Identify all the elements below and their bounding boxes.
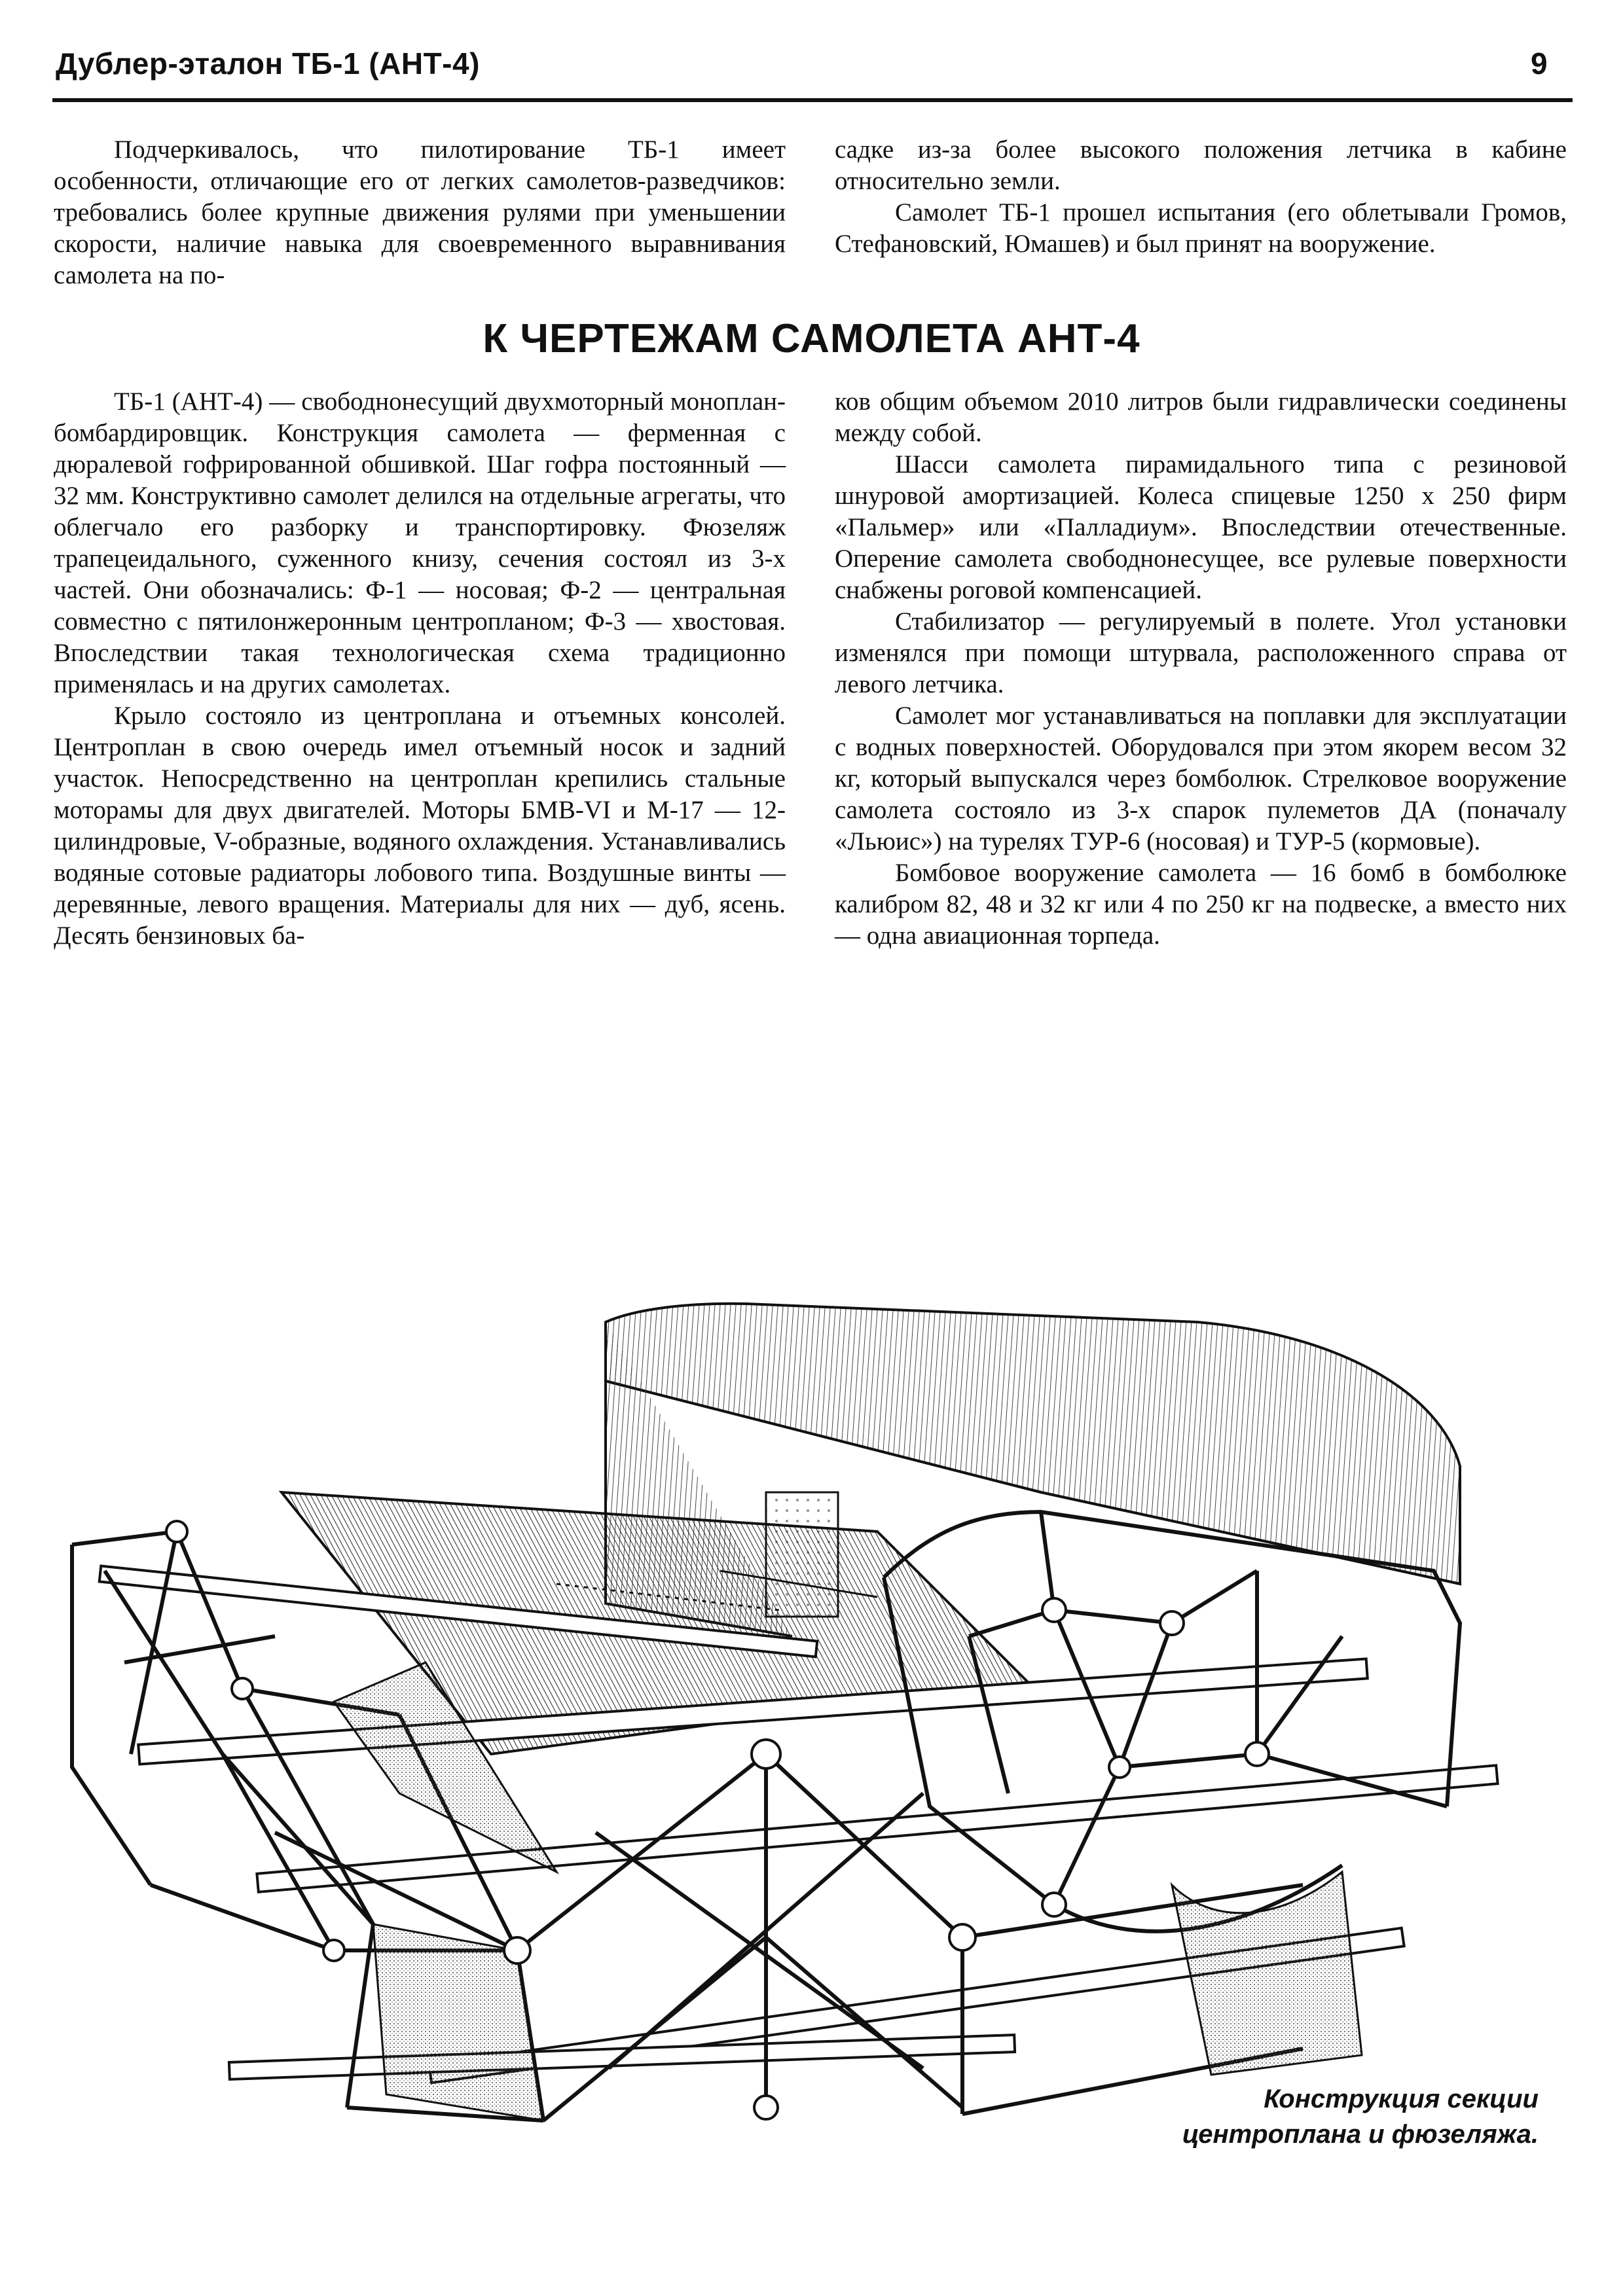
body-column-left xyxy=(54,386,786,952)
header-rule xyxy=(52,98,1573,102)
body-paragraph-continuation: ков общим объемом 2010 литров были гидравлически соединены между собой. xyxy=(835,387,1567,447)
intro-column-left xyxy=(54,134,786,291)
caption-line: Конструкция секции xyxy=(1264,2085,1539,2113)
body-paragraph: Крыло состояло из центроплана и отъемных консолей. Центроплан в свою очередь имел отъемный носок и задний участок. Непосредственно на центроплан крепились стальные моторамы для двух двигателей. Моторы БМВ-VI и М-17 — 12-цилиндровые, V-образные, водяного охлаждения. Устанавливались водяные сотовые радиаторы лобового типа. Воздушные винты — деревянные, левого вращения. Материалы для них — дуб, ясень. Десять бензиновых ба- xyxy=(54,702,786,950)
intro-paragraph: Самолет ТБ-1 прошел испытания (его облетывали Громов, Стефановский, Юмашев) и был принят на вооружение. xyxy=(835,198,1567,258)
intro-paragraph-continuation: садке из-за более высокого положения летчика в кабине относительно земли. xyxy=(835,135,1567,195)
centre-section-drawing xyxy=(59,1296,1584,2166)
intro-paragraph: Подчеркивалось, что пилотирование ТБ-1 имеет особенности, отличающие его от легких самолетов-разведчиков: требовались более крупные движения рулями при уменьшении скорости, наличие навыка для своевременного выравнивания самолета на по- xyxy=(54,135,786,289)
section-heading: К ЧЕРТЕЖАМ САМОЛЕТА АНТ-4 xyxy=(483,316,1140,361)
body-paragraph: Бомбовое вооружение самолета — 16 бомб в бомболюке калибром 82, 48 и 32 кг или 4 по 250 кг на подвеске, а вместо них — одна авиационная торпеда. xyxy=(835,859,1567,950)
right-rib-frames xyxy=(884,1512,1460,1931)
body-paragraph: Самолет мог устанавливаться на поплавки для эксплуатации с водных поверхностей. Оборудовался при этом якорем весом 32 кг, который выпускался через бомболюк. Стрелковое вооружение самолета состояло из 3-х спарок пулеметов ДА (поначалу «Льюис») на турелях ТУР-6 (носовая) и ТУР-5 (кормовые). xyxy=(835,702,1567,855)
figure-caption xyxy=(1113,2081,1539,2152)
body-paragraph: ТБ-1 (АНТ-4) — свободнонесущий двухмоторный моноплан-бомбардировщик. Конструкция самолета — ферменная с дюралевой гофрированной обшивкой. Шаг гофра постоянный —32 мм. Конструктивно самолет делился на отдельные агрегаты, что облегчало его разборку и транспортировку. Фюзеляж трапецеидального, суженного книзу, сечения состоял из 3-х частей. Они обозначались: Ф-1 — носовая; Ф-2 — центральная совместно с пятилонжеронным центропланом; Ф-3 — хвостовая. Впоследствии такая технологическая схема традиционно применялась и на других самолетах. xyxy=(54,387,786,698)
body-column-right xyxy=(835,386,1567,952)
body-paragraph: Шасси самолета пирамидального типа с резиновой шнуровой амортизацией. Колеса спицевые 1250 х 250 фирм «Пальмер» или «Палладиум». Впоследствии отечественные. Оперение самолета свободнонесущее, все рулевые поверхности снабжены роговой компенсацией. xyxy=(835,450,1567,604)
caption-line: центроплана и фюзеляжа. xyxy=(1182,2120,1539,2149)
body-paragraph: Стабилизатор — регулируемый в полете. Угол установки изменялся при помощи штурвала, расположенного справа от левого летчика. xyxy=(835,607,1567,698)
page-number: 9 xyxy=(1531,46,1548,81)
intro-column-right xyxy=(835,134,1567,260)
running-header-title: Дублер-эталон ТБ-1 (АНТ-4) xyxy=(56,46,480,81)
